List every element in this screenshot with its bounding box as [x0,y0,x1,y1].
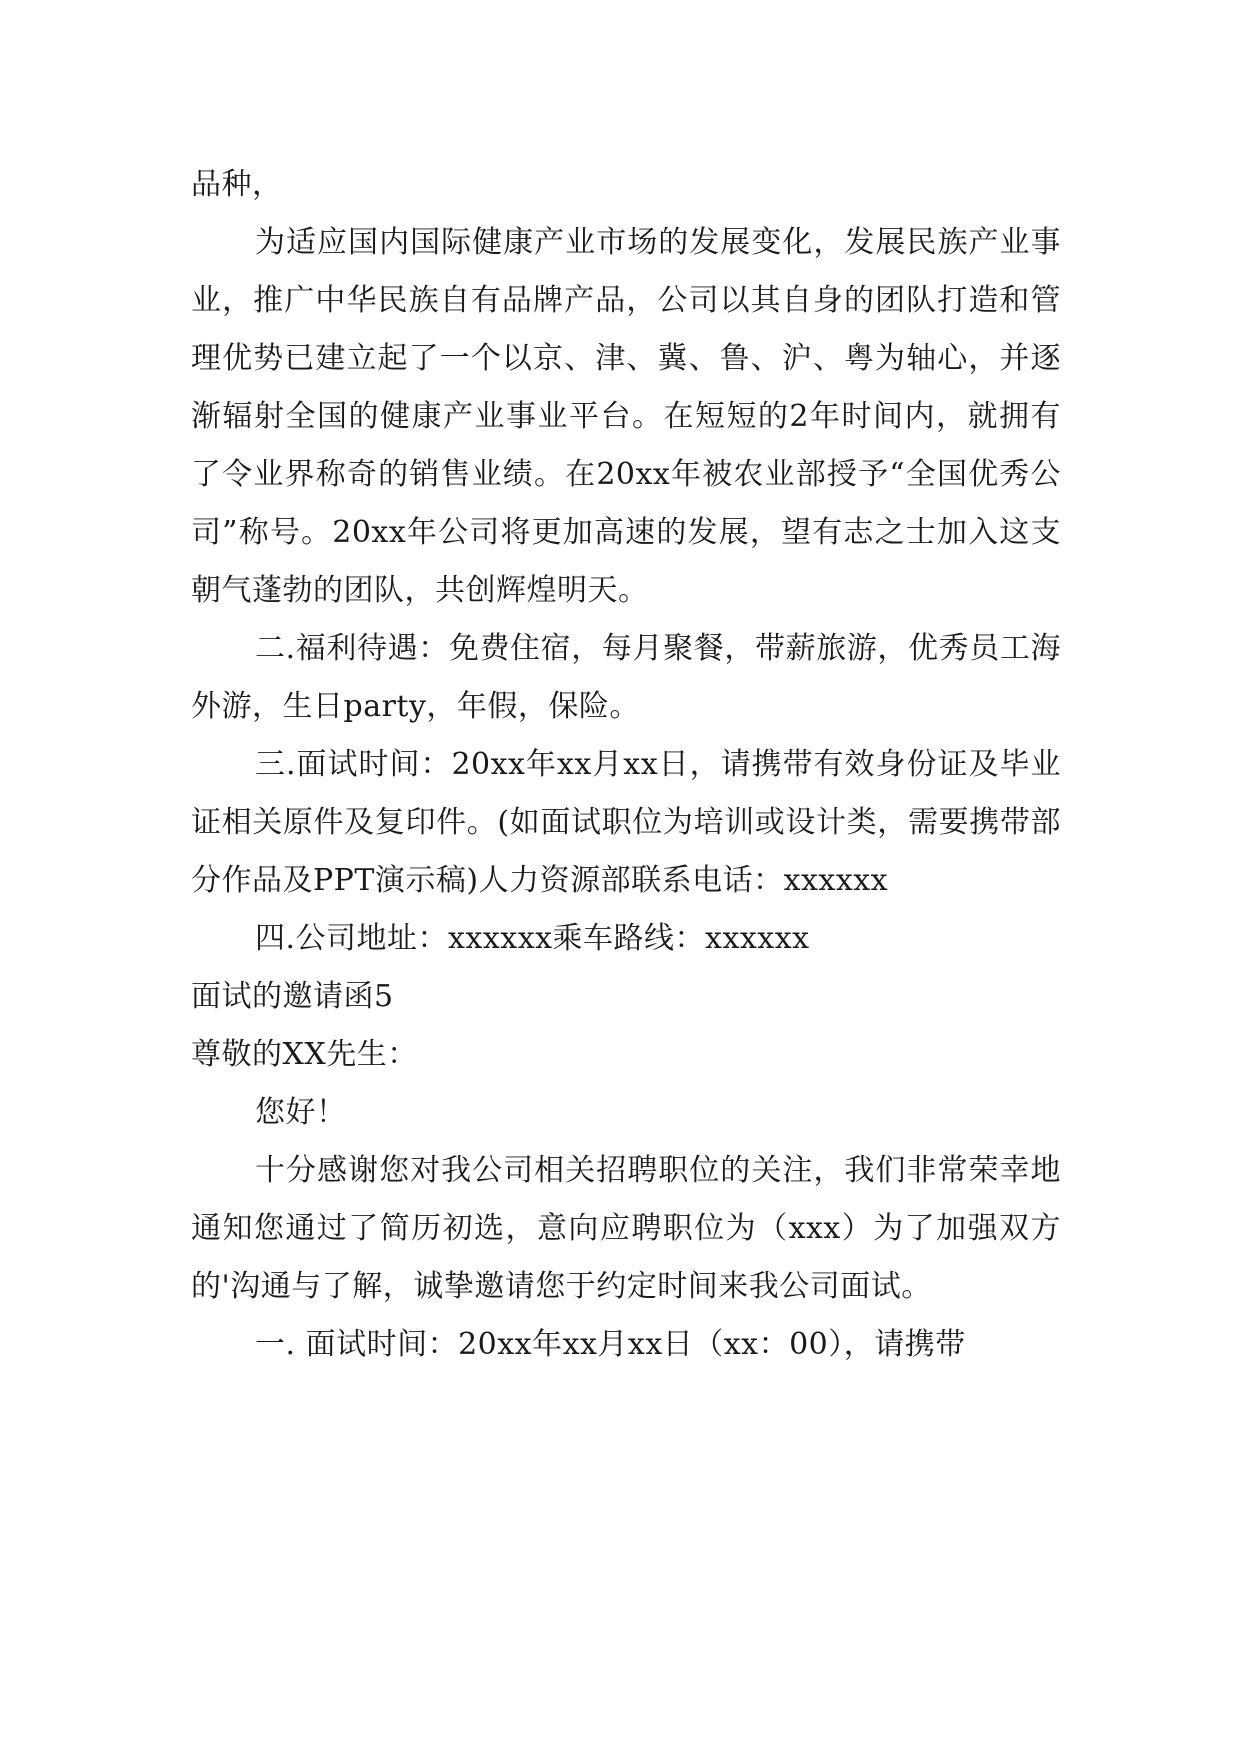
paragraph-fragment: 品种， [191,167,283,202]
paragraph-benefits: 二.福利待遇：免费住宿，每月聚餐，带薪旅游，优秀员工海外游，生日party，年假，保险。 [191,631,1061,724]
salutation: 尊敬的XX先生： [191,1037,418,1072]
paragraph-invitation: 十分感谢您对我公司相关招聘职位的关注，我们非常荣幸地通知您通过了简历初选，意向应聘职位为（xxx）为了加强双方的'沟通与了解，诚挚邀请您于约定时间来我公司面试。 [191,1153,1061,1304]
paragraph-company-intro: 为适应国内国际健康产业市场的发展变化，发展民族产业事业，推广中华民族自有品牌产品，公司以其自身的团队打造和管理优势已建立起了一个以京、津、冀、鲁、沪、粤为轴心，并逐渐辐射全国的健康产业事业平台。在短短的2年时间内，就拥有了令业界称奇的销售业绩。在20xx年被农业部授予“全国优秀公司”称号。20xx年公司将更加高速的发展，望有志之士加入这支朝气蓬勃的团队，共创辉煌明天。 [191,225,1061,608]
paragraph-interview-time: 三.面试时间：20xx年xx月xx日，请携带有效身份证及毕业证相关原件及复印件。(如面试职位为培训或设计类，需要携带部分作品及PPT演示稿)人力资源部联系电话：xxxxxx [191,747,1061,898]
paragraph-company-address: 四.公司地址：xxxxxx乘车路线：xxxxxx [255,921,810,956]
greeting: 您好！ [255,1095,347,1130]
paragraph-interview-time-2: 一. 面试时间：20xx年xx月xx日（xx：00），请携带 [255,1327,966,1362]
document-body [191,156,1061,1374]
section-heading: 面试的邀请函5 [191,979,394,1014]
